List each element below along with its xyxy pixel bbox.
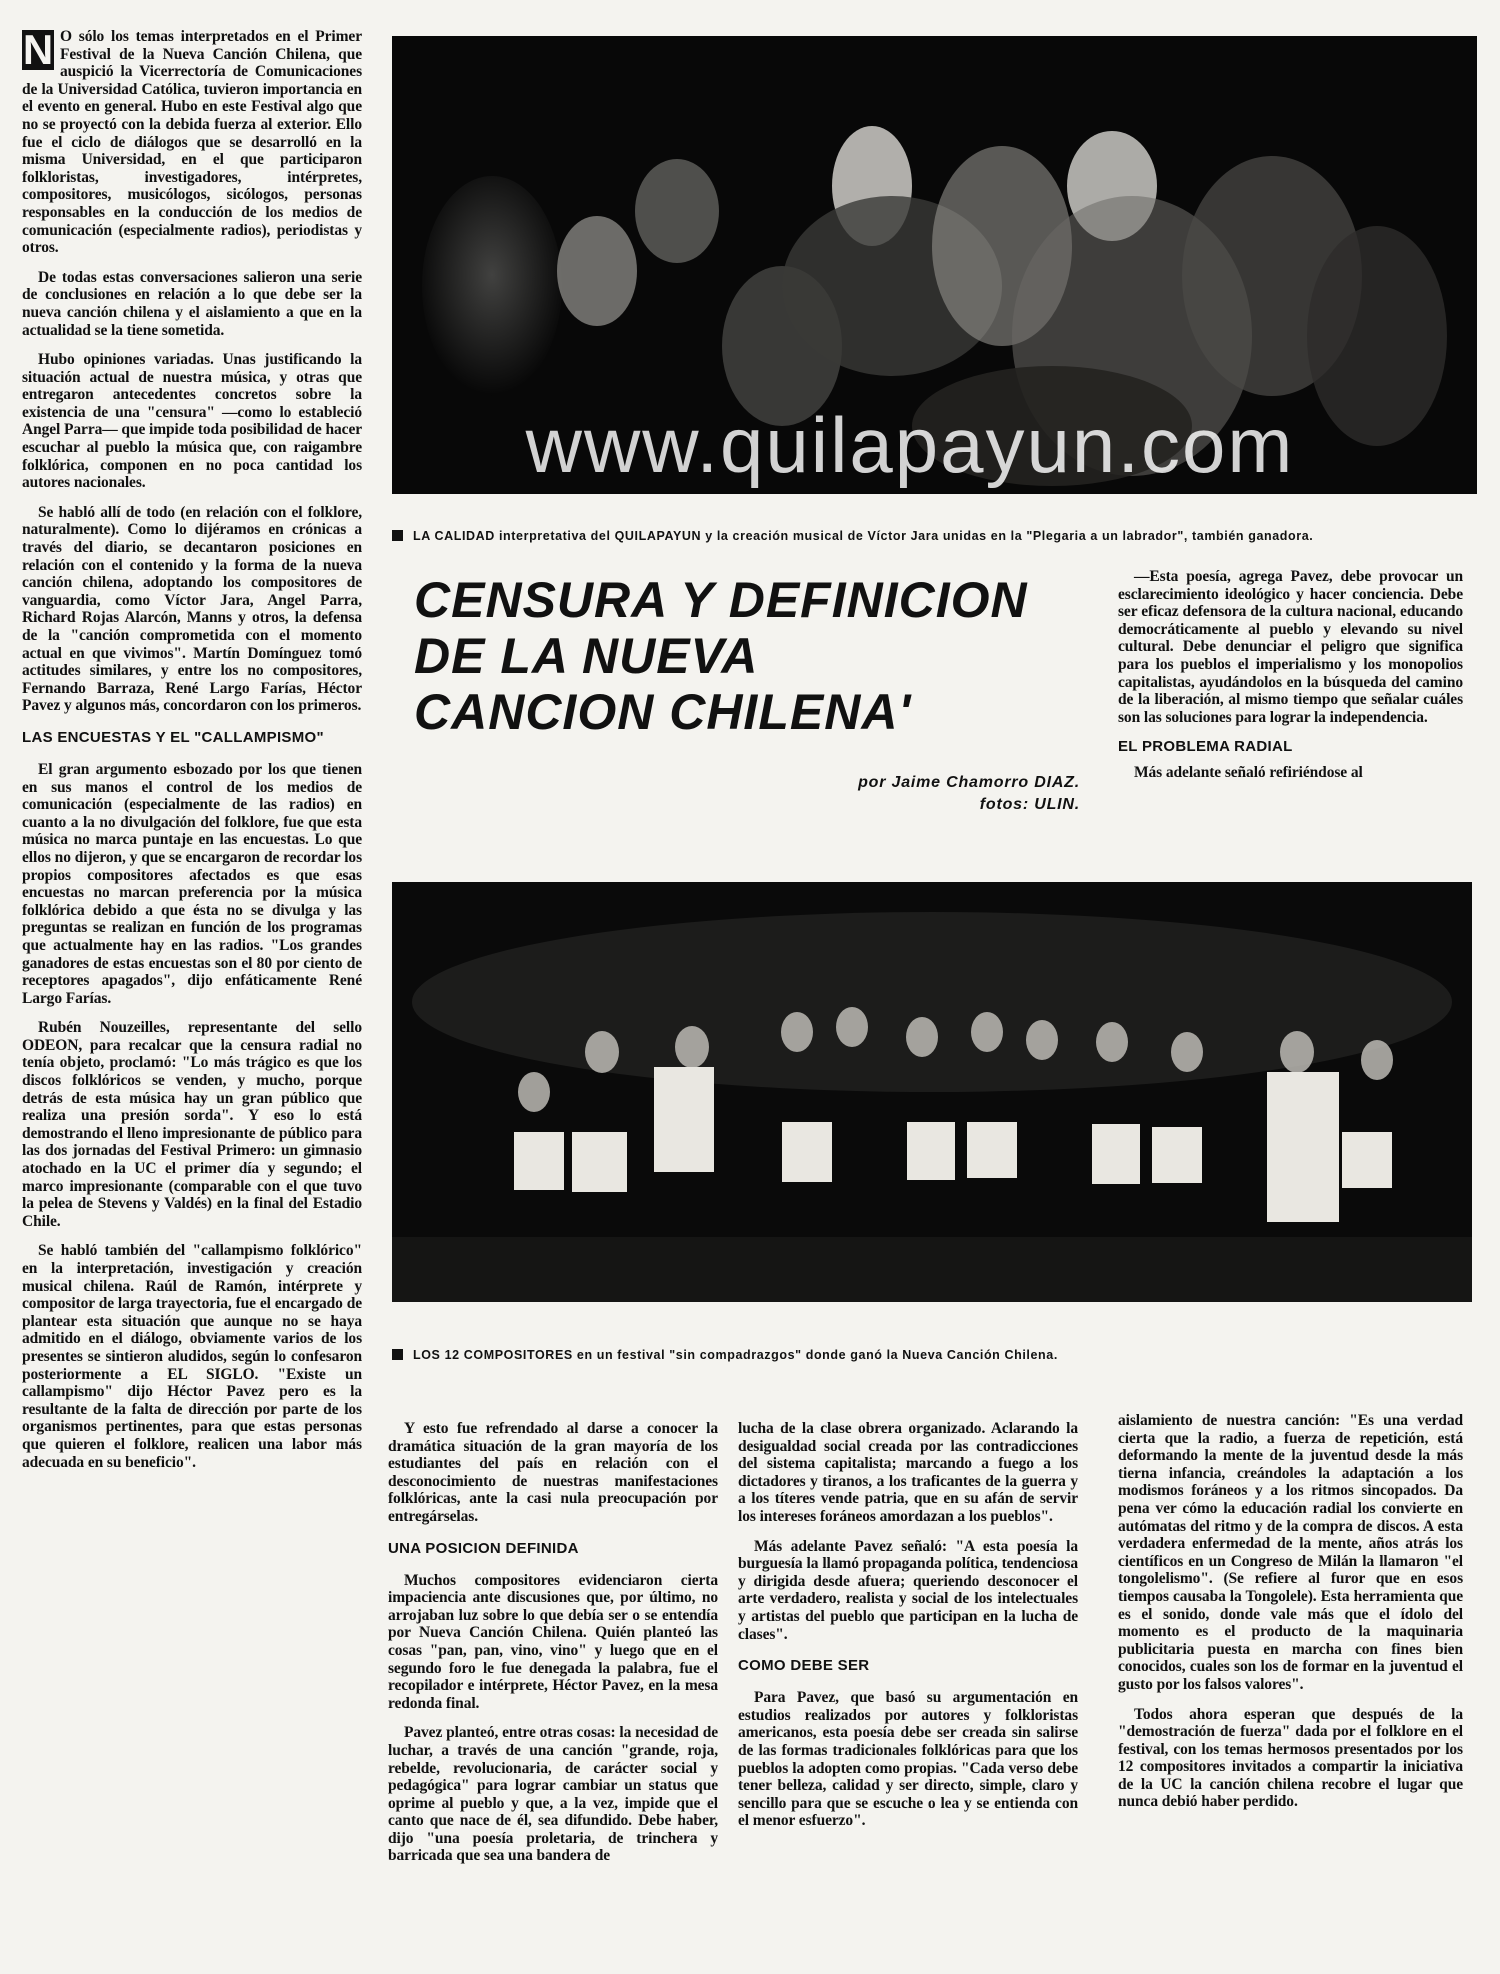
column-left (22, 28, 362, 1483)
drop-cap: N (22, 26, 54, 73)
byline-photos: fotos: ULIN. (979, 796, 1080, 813)
photo-compositores (392, 882, 1472, 1302)
paragraph: Se habló también del "callampismo folklórico" en la interpretación, investigación y creación musical chilena. Raúl de Ramón, intérprete y compositor de larga trayectoria, fue el encargado de plantear esta situación que aunque no se haya admitido en el diálogo, obviamente varios de los presentes se sintieron aludidos, según lo confesaron posteriormente a EL SIGLO. "Existe un callampismo" dijo Héctor Pavez pero es la resultante de la falta de dirección por parte de los organismos pertinentes, para que estas personas que quieren el folklore, realicen una labor más adecuada en su beneficio". (22, 1242, 362, 1471)
byline (740, 772, 1080, 816)
paragraph: De todas estas conversaciones salieron una serie de conclusiones en relación a lo que debe ser la nueva canción chilena y el aislamiento a que en la actualidad se la tiene sometida. (22, 268, 362, 339)
photo-quilapayun (392, 36, 1477, 494)
paragraph: Todos ahora esperan que después de la "demostración de fuerza" dada por el folklore en el festival, con los temas hermosos presentados por los 12 compositores invitados a compartir la iniciativa de la UC la canción chilena recobre el lugar que nunca debió haber perdido. (1118, 1705, 1463, 1811)
headline-line-3: CANCION CHILENA' (414, 684, 912, 740)
watermark: www.quilapayun.com (525, 401, 1295, 489)
paragraph: —Esta poesía, agrega Pavez, debe provocar un esclarecimiento ideológico y hacer conciencia. Debe ser eficaz defensora de la cultura nacional, educando democráticamente al pueblo y elevando su nivel cultural. Debe denunciar el peligro que significa para los pueblos el imperialismo y los monopolios capitalistas, ayudándolos en la búsqueda del camino de la liberación, al mismo tiempo que señalar cuáles son las soluciones para lograr la independencia. (1118, 568, 1463, 726)
paragraph: Más adelante Pavez señaló: "A esta poesía la burguesía la llamó propaganda política, tendenciosa y dirigida desde afuera; queriendo desconocer el arte verdadero, realista y social de los intelectuales y artistas del pueblo que participan en la lucha de clases". (738, 1537, 1078, 1643)
headline-line-2: DE LA NUEVA (414, 628, 759, 684)
caption-photo-2: LOS 12 COMPOSITORES en un festival "sin compadrazgos" donde ganó la Nueva Canción Chilena. (392, 1347, 1474, 1363)
lead-paragraph: N O sólo los temas interpretados en el Primer Festival de la Nueva Canción Chilena, que auspició la Vicerrectoría de Comunicaciones de la Universidad Católica, tuvieron importancia en el evento en general. Hubo en este Festival algo que no se proyectó con la debida fuerza al exterior. Ello fue el ciclo de diálogos que se desarrolló en la misma Universidad, en el que participaron folkloristas, investigadores, intérpretes, compositores, musicólogos, sicólogos, personas responsables en la conducción de los medios de comunicación (especialmente radios), periodistas y otros. (22, 26, 362, 257)
column-bottom-3 (1118, 1412, 1463, 1823)
caption-photo-1: LA CALIDAD interpretativa del QUILAPAYUN y la creación musical de Víctor Jara unidas en la "Plegaria a un labrador", también ganadora. (392, 528, 1474, 544)
photo-compositores-image (392, 882, 1472, 1302)
column-right-top (1118, 568, 1463, 794)
paragraph: Muchos compositores evidenciaron cierta impaciencia ante discusiones que, por último, no arrojaban luz sobre lo que debía ser o se entendía por Nueva Canción Chilena. Quién planteó las cosas "pan, pan, vino, vino" y luego que en el segundo foro le fue denegada la palabra, fue el recopilador e intérprete, Héctor Pavez, en la mesa redonda final. (388, 1571, 718, 1712)
paragraph: Hubo opiniones variadas. Unas justificando la situación actual de nuestra música, y otras que entregaron antecedentes concretos sobre la existencia de una "censura" —como lo estableció Angel Parra— que impide toda posibilidad de hacer escuchar al pueblo la música que, con raigambre folklórica, componen en no poca cantidad los autores nacionales. (22, 351, 362, 492)
subheading-problema-radial: EL PROBLEMA RADIAL (1118, 738, 1293, 756)
caption-bullet-icon (392, 1349, 403, 1360)
subheading-posicion-definida: UNA POSICION DEFINIDA (388, 1539, 579, 1557)
column-bottom-2 (738, 1420, 1078, 1842)
paragraph: Más adelante señaló refiriéndose al (1134, 764, 1363, 782)
photo-quilapayun-image (392, 36, 1477, 494)
paragraph: lucha de la clase obrera organizado. Aclarando la desigualdad social creada por las contradicciones del sistema capitalista; marcando a fuego a los dictadores y tiranos, a los traficantes de la guerra y a los títeres vende patria, que en su afán de servir los intereses foráneos amordazan a los pueblos". (738, 1420, 1078, 1525)
subheading-como-debe-ser: COMO DEBE SER (738, 1657, 870, 1675)
paragraph: El gran argumento esbozado por los que tienen en sus manos el control de los medios de comunicación (especialmente de las radios) en cuanto a la no divulgación del folklore, fue que esta música no marca puntaje en las encuestas. Lo que ellos no dijeron, y que se encargaron de recordar los propios compositores afectados es que esas encuestas no marcan preferencia por la música folklórica debido a que ésta no se divulga y las preguntas se realizan en función de los programas que actualmente hay en las radios. "Los grandes ganadores de estas encuestas son el 80 por ciento de receptores apagados", dijo enfáticamente René Largo Farías. (22, 760, 362, 1007)
paragraph: Para Pavez, que basó su argumentación en estudios realizados por autores y folkloristas americanos, esta poesía debe ser creada sin salirse de las formas tradicionales folklóricas para que los pueblos la adopten como propias. "Cada verso debe tener belleza, calidad y ser directo, simple, claro y sencillo para que se escuche o lea y se entienda con el menor esfuerzo". (738, 1689, 1078, 1830)
paragraph: aislamiento de nuestra canción: "Es una verdad cierta que la radio, a fuerza de repetición, está deformando la mente de la juventud desde la más tierna infancia, creándoles la adaptación a los modismos foráneos y a los ritmos sincopados. Da pena ver cómo la educación radial los convierte en autómatas del ritmo y de la compra de discos. A esta verdadera enfermedad de la mente, años atrás los científicos en un Congreso de Milán la llamaron "el tongolelismo". (Se refiere al furor que en esos tiempos causaba la Tongolele). Esta herramienta que es el sonido, donde vale más que el ídolo del momento es el producto de la maquinaria publicitaria puesta en marcha con fines bien conocidos, cuales son los de formar en la juventud el gusto por los falsos valores". (1118, 1412, 1463, 1693)
caption-bullet-icon (392, 530, 403, 541)
byline-author: por Jaime Chamorro DIAZ. (858, 774, 1080, 791)
paragraph: Pavez planteó, entre otras cosas: la necesidad de luchar, a través de una canción "grande, roja, rebelde, revolucionaria, de carácter social y pedagógica" para lograr cambiar un status que oprime al pueblo y que, a la vez, impide que el canto que nace de él, sea difundido. Debe haber, dijo "una poesía proletaria, de trinchera y barricada que sea una bandera de (388, 1724, 718, 1865)
headline-line-1: CENSURA Y DEFINICION (414, 572, 1028, 628)
paragraph: Y esto fue refrendado al darse a conocer la dramática situación de la gran mayoría de los estudiantes del país en relación con el desconocimiento de nuestras manifestaciones folklóricas, ante la casi nula preocupación por entregárselas. (388, 1420, 718, 1525)
paragraph: Rubén Nouzeilles, representante del sello ODEON, para recalcar que la censura radial no tenía objeto, proclamó: "Lo más trágico es que los discos folklóricos se venden, y mucho, porque detrás de esta música hay un gran público que realiza una presión sorda". Y eso lo está demostrando el lleno impresionante de público para las dos jornadas del Festival Primero: un gimnasio atochado en la UC el primer día y segundo; el marco impresionante (comparable con el que tuvo la pelea de Stevens y Valdés) en la final del Estadio Chile. (22, 1019, 362, 1230)
headline (414, 572, 1074, 740)
column-bottom-1 (388, 1420, 718, 1877)
subheading-encuestas: LAS ENCUESTAS Y EL "CALLAMPISMO" (22, 728, 324, 746)
paragraph: Se habló allí de todo (en relación con el folklore, naturalmente). Como lo dijéramos en crónicas a través del diario, se decantaron posiciones en relación con el contenido y la forma de la nueva canción chilena, adoptando los compositores de vanguardia, como Víctor Jara, Angel Parra, Richard Rojas Alarcón, Manns y otros, la defensa de la "canción comprometida con el momento actual en que vivimos". Martín Domínguez tomó actitudes similares, y entre los no compositores, Fernando Barraza, René Largo Farías, Héctor Pavez y algunos más, concordaron con los primeros. (22, 503, 362, 715)
